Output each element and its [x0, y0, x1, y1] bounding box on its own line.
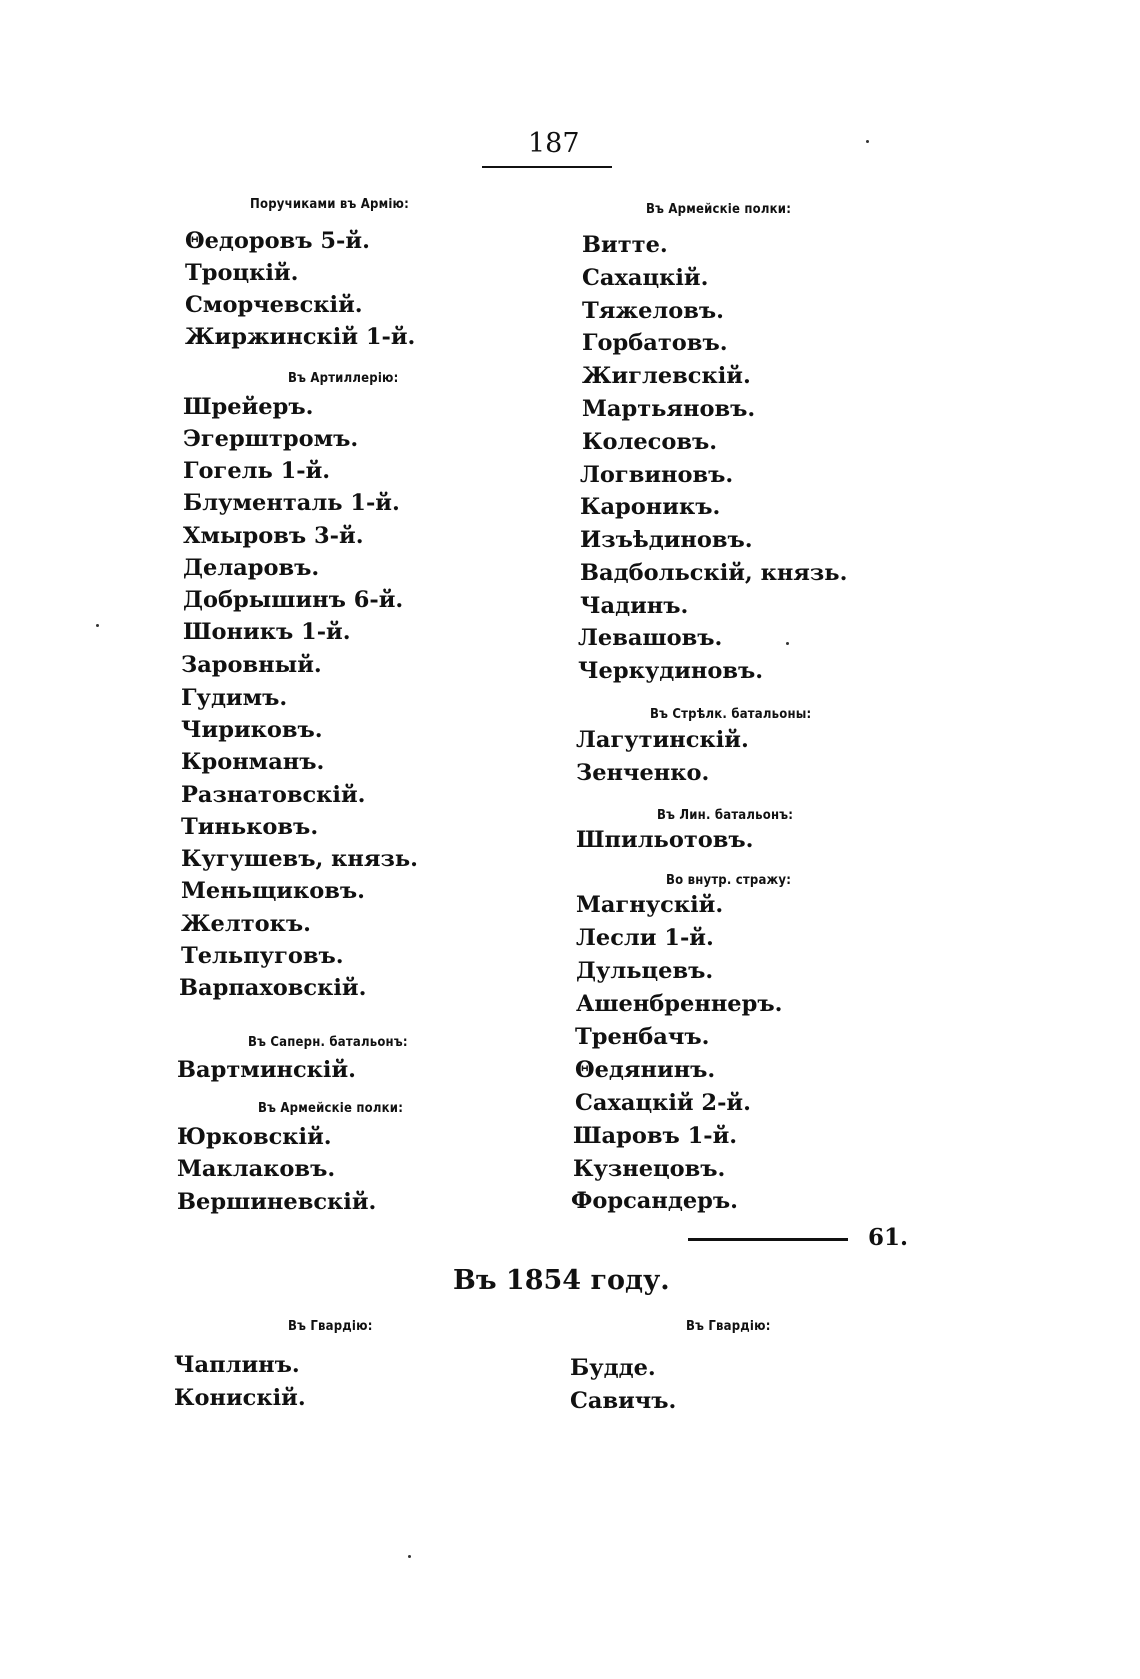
list-item: Θедянинъ.: [575, 1057, 716, 1083]
list-item: Хмыровъ 3-й.: [183, 523, 364, 549]
list-item: Сахацкій 2-й.: [575, 1090, 751, 1116]
list-item: Форсандеръ.: [571, 1188, 738, 1214]
list-item: Θедоровъ 5-й.: [185, 228, 370, 254]
list-item: Эгерштромъ.: [183, 426, 359, 452]
list-item: Троцкій.: [185, 260, 299, 286]
list-item: Черкудиновъ.: [578, 658, 764, 684]
list-item: Тяжеловъ.: [582, 298, 724, 324]
list-item: Зенченко.: [576, 760, 710, 786]
list-item: Вадбольскій, князь.: [580, 560, 848, 586]
list-item: Левашовъ.: [578, 625, 723, 651]
page-number-rule: [482, 166, 612, 168]
list-item: Чириковъ.: [181, 717, 323, 743]
total-count: 61.: [868, 1224, 909, 1251]
list-item: Будде.: [570, 1355, 656, 1381]
list-item: Витте.: [582, 232, 668, 258]
section-heading: Въ Саперн. батальонъ:: [248, 1035, 408, 1050]
list-item: Шаровъ 1-й.: [573, 1123, 738, 1149]
list-item: Разнатовскій.: [181, 782, 366, 808]
list-item: Шоникъ 1-й.: [183, 619, 351, 645]
list-item: Мартьяновъ.: [582, 396, 756, 422]
paper-speck: [408, 1555, 411, 1558]
total-rule: [688, 1238, 848, 1241]
section-heading: Въ Армейскіе полки:: [646, 202, 792, 217]
list-item: Гогель 1-й.: [183, 458, 331, 484]
section-heading: Въ Гвардію:: [686, 1319, 771, 1334]
list-item: Юрковскій.: [177, 1124, 332, 1150]
section-heading: Въ Стрѣлк. батальоны:: [650, 707, 812, 722]
list-item: Колесовъ.: [582, 429, 718, 455]
list-item: Варпаховскій.: [179, 975, 367, 1001]
list-item: Желтокъ.: [181, 911, 311, 937]
list-item: Блументаль 1-й.: [183, 490, 400, 516]
list-item: Шпильотовъ.: [576, 827, 754, 853]
paper-speck: [96, 624, 99, 627]
list-item: Кронманъ.: [181, 749, 325, 775]
paper-speck: [866, 140, 869, 143]
section-heading: Въ Артиллерію:: [288, 371, 399, 386]
list-item: Конискій.: [174, 1385, 306, 1411]
list-item: Ашенбреннеръ.: [576, 991, 783, 1017]
page-number: 187: [528, 128, 580, 159]
list-item: Изъѣдиновъ.: [580, 527, 753, 553]
list-item: Чадинъ.: [580, 593, 689, 619]
list-item: Деларовъ.: [183, 555, 320, 581]
list-item: Сахацкій.: [582, 265, 709, 291]
list-item: Кугушевъ, князь.: [181, 846, 418, 872]
list-item: Тренбачъ.: [575, 1024, 710, 1050]
list-item: Тиньковъ.: [181, 814, 319, 840]
list-item: Савичъ.: [570, 1388, 677, 1414]
list-item: Кароникъ.: [580, 494, 721, 520]
list-item: Добрышинъ 6-й.: [183, 587, 404, 613]
list-item: Лесли 1-й.: [576, 925, 714, 951]
list-item: Меньщиковъ.: [181, 878, 365, 904]
list-item: Тельпуговъ.: [181, 943, 344, 969]
list-item: Логвиновъ.: [580, 462, 734, 488]
section-heading: Въ Армейскіе полки:: [258, 1101, 404, 1116]
list-item: Чаплинъ.: [174, 1352, 300, 1378]
list-item: Лагутинскій.: [576, 727, 749, 753]
list-item: Горбатовъ.: [582, 330, 728, 356]
list-item: Дульцевъ.: [576, 958, 714, 984]
list-item: Шрейеръ.: [183, 394, 314, 420]
section-heading: Въ Лин. батальонъ:: [657, 808, 794, 823]
list-item: Маклаковъ.: [177, 1156, 336, 1182]
list-item: Сморчевскій.: [185, 292, 363, 318]
list-item: Вартминскій.: [177, 1057, 356, 1083]
list-item: Заровный.: [181, 652, 322, 678]
paper-speck: [786, 642, 789, 645]
year-title: Въ 1854 году.: [453, 1265, 670, 1296]
section-heading: Въ Гвардію:: [288, 1319, 373, 1334]
list-item: Гудимъ.: [181, 685, 288, 711]
section-heading: Во внутр. стражу:: [666, 873, 792, 888]
list-item: Жиржинскій 1-й.: [185, 324, 416, 350]
list-item: Кузнецовъ.: [573, 1156, 726, 1182]
section-heading: Поручиками въ Армію:: [250, 197, 409, 212]
list-item: Магнускій.: [576, 892, 724, 918]
list-item: Жиглевскій.: [582, 363, 751, 389]
list-item: Вершиневскій.: [177, 1189, 377, 1215]
